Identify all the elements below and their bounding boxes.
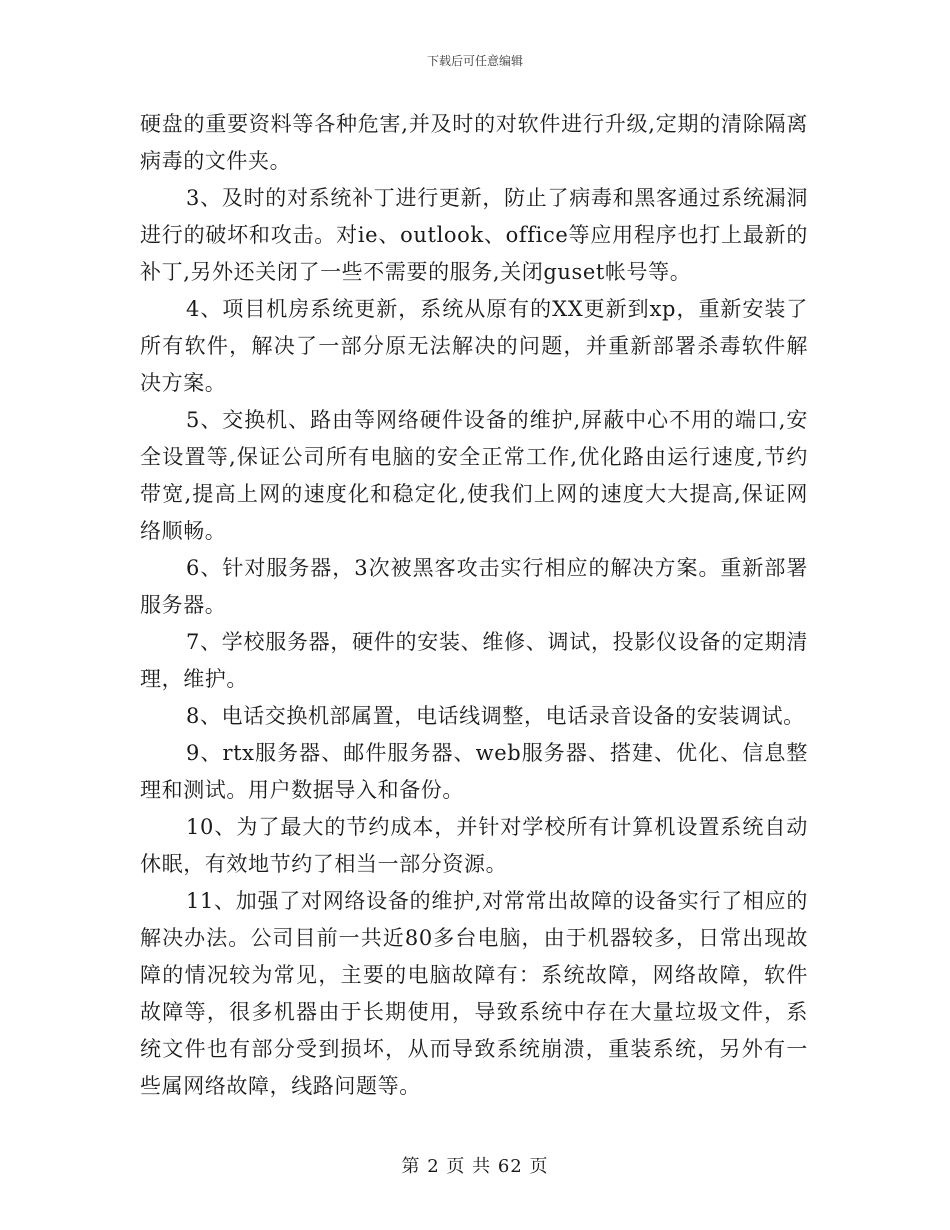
paragraph-item-6: 6、针对服务器，3次被黑客攻击实行相应的解决方案。重新部署服务器。	[140, 556, 808, 617]
document-body	[140, 106, 808, 1105]
paragraph-item-9: 9、rtx服务器、邮件服务器、web服务器、搭建、优化、信息整理和测试。用户数据导入和备份。	[140, 741, 808, 802]
paragraph-item-8: 8、电话交换机部属置，电话线调整，电话录音设备的安装调试。	[186, 704, 805, 728]
paragraph-item-11: 11、加强了对网络设备的维护,对常常出故障的设备实行了相应的解决办法。公司目前一共近80多台电脑，由于机器较多，日常出现故障的情况较为常见，主要的电脑故障有：系统故障，网络故障，软件故障等，很多机器由于长期使用，导致系统中存在大量垃圾文件，系统文件也有部分受到损坏，从而导致系统崩溃，重装系统，另外有一些属网络故障，线路问题等。	[140, 889, 808, 1098]
page-header: 下载后可任意编辑	[426, 54, 523, 68]
paragraph-item-3: 3、及时的对系统补丁进行更新，防止了病毒和黑客通过系统漏洞进行的破坏和攻击。对ie、outlook、office等应用程序也打上最新的补丁,另外还关闭了一些不需要的服务,关闭guset帐号等。	[140, 186, 808, 284]
paragraph-item-10: 10、为了最大的节约成本，并针对学校所有计算机设置系统自动休眠，有效地节约了相当一部分资源。	[140, 815, 808, 876]
paragraph-item-7: 7、学校服务器，硬件的安装、维修、调试，投影仪设备的定期清理，维护。	[140, 630, 808, 691]
page-number: 第 2 页 共 62 页	[401, 1156, 549, 1177]
paragraph-item-4: 4、项目机房系统更新，系统从原有的XX更新到xp，重新安装了所有软件，解决了一部分原无法解决的问题，并重新部署杀毒软件解决方案。	[140, 297, 808, 395]
paragraph-item-5: 5、交换机、路由等网络硬件设备的维护,屏蔽中心不用的端口,安全设置等,保证公司所有电脑的安全正常工作,优化路由运行速度,节约带宽,提高上网的速度化和稳定化,使我们上网的速度大大提高,保证网络顺畅。	[140, 408, 808, 543]
paragraph-continued: 硬盘的重要资料等各种危害,并及时的对软件进行升级,定期的清除隔离病毒的文件夹。	[140, 112, 808, 173]
